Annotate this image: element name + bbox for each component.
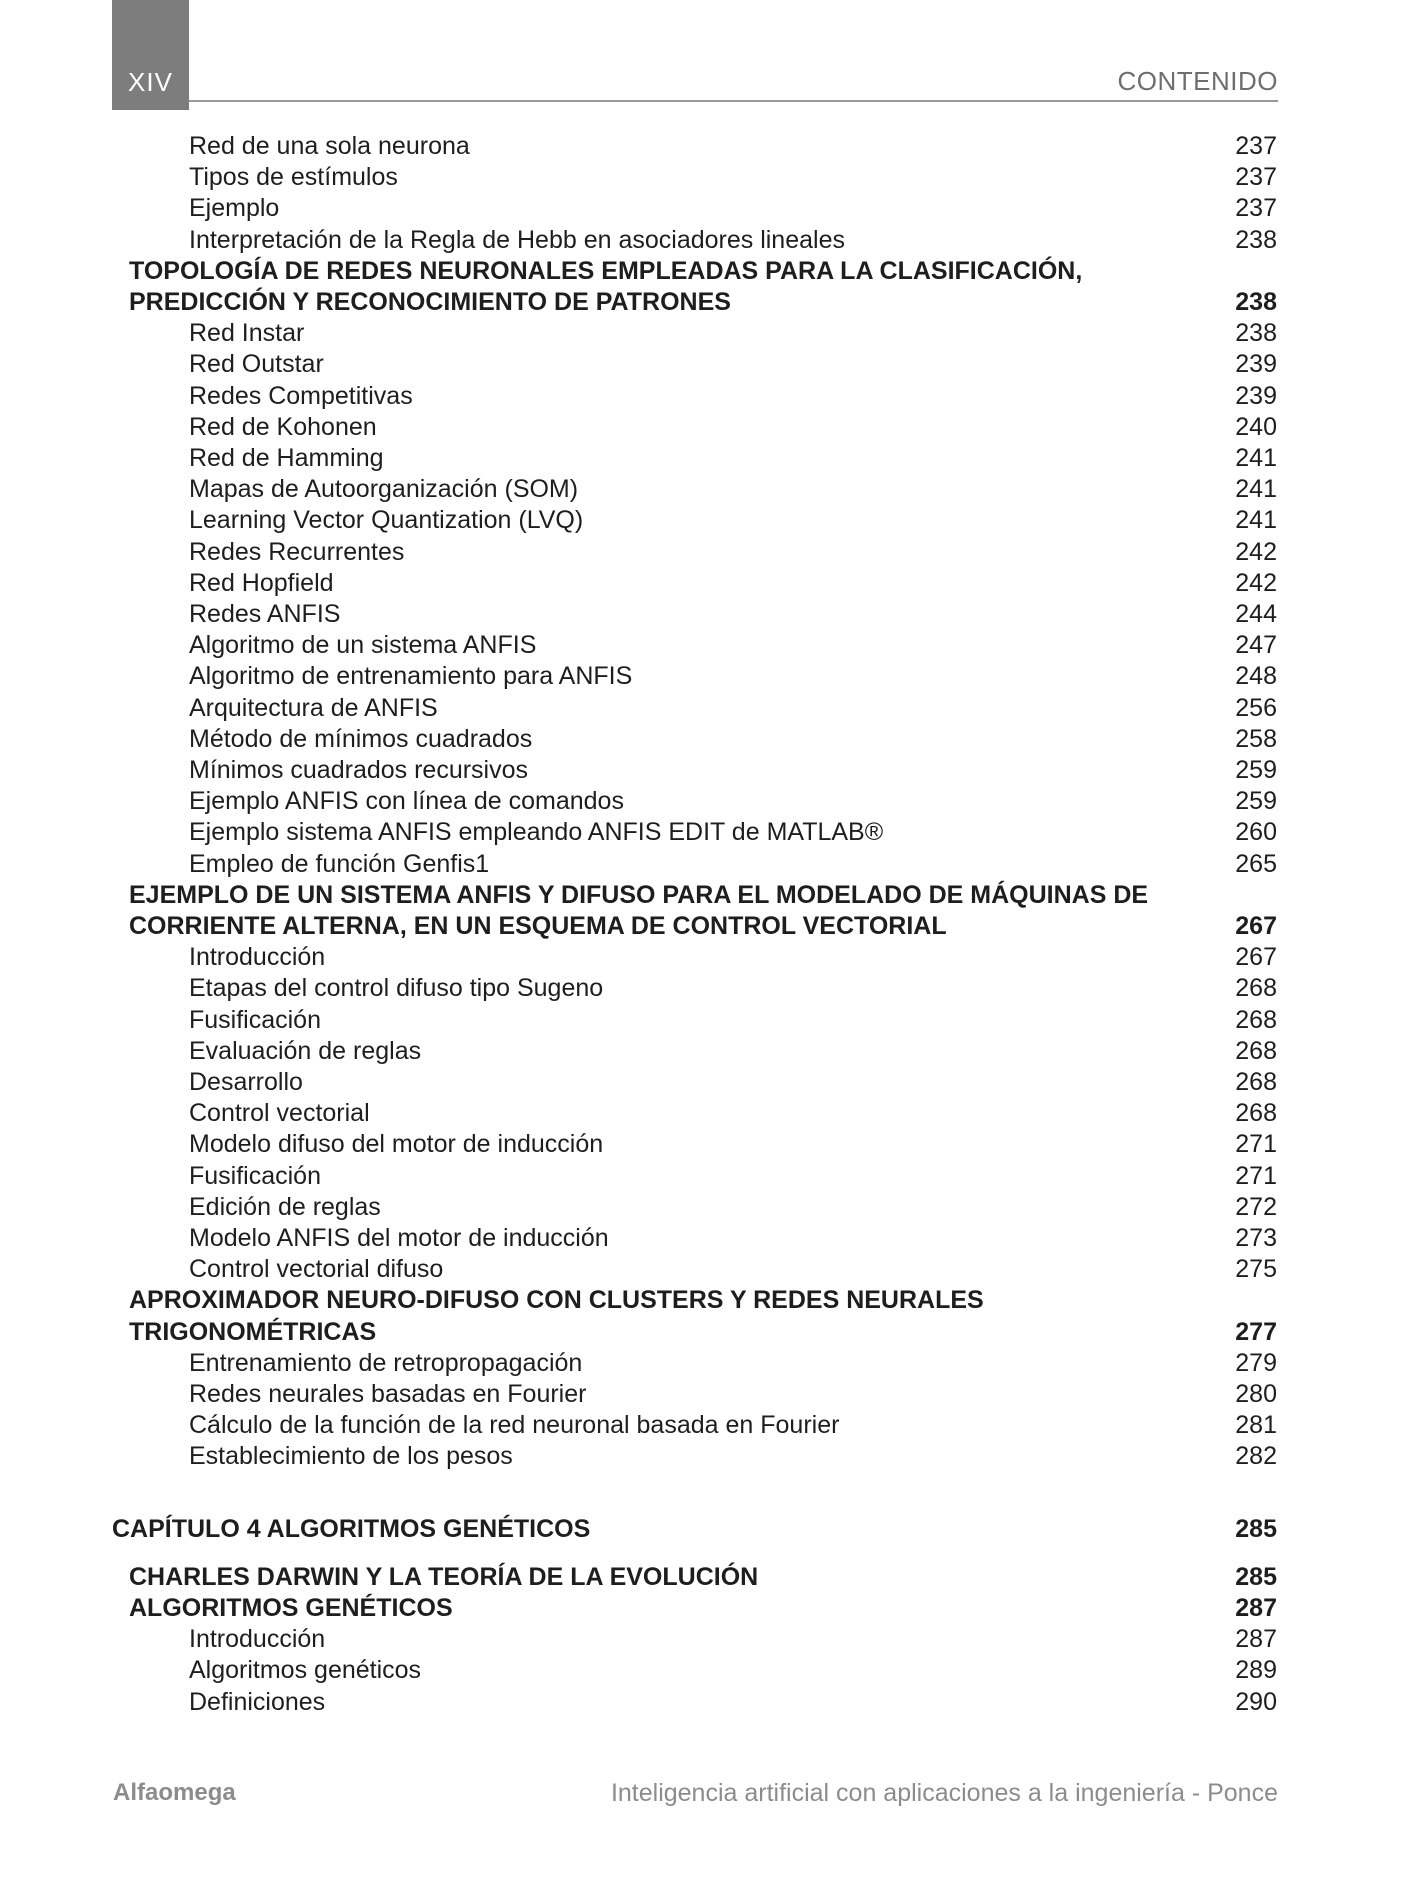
entry-title: Ejemplo <box>189 194 280 223</box>
entry-title: Red Hopfield <box>189 568 334 597</box>
subsection-entry <box>0 1441 1408 1472</box>
entry-title: Método de mínimos cuadrados <box>189 724 533 753</box>
subsection-entry <box>0 1161 1408 1192</box>
entry-page-number: 267 <box>1235 943 1277 972</box>
entry-title: Redes neurales basadas en Fourier <box>189 1380 587 1408</box>
entry-title: Fusificación <box>189 1005 321 1034</box>
entry-page-number: 237 <box>1235 163 1277 192</box>
entry-page-number: 268 <box>1235 974 1277 1003</box>
entry-page-number: 268 <box>1235 1005 1277 1034</box>
entry-title: Redes Competitivas <box>189 381 413 410</box>
entry-title: TOPOLOGÍA DE REDES NEURONALES EMPLEADAS PARA LA CLASIFICACIÓN, <box>129 256 1083 285</box>
entry-title: Fusificación <box>189 1161 321 1190</box>
section-entry <box>0 256 1408 287</box>
subsection-entry <box>0 599 1408 630</box>
entry-title: Control vectorial difuso <box>189 1255 444 1284</box>
subsection-entry <box>0 505 1408 536</box>
entry-title: CORRIENTE ALTERNA, EN UN ESQUEMA DE CONTROL VECTORIAL <box>129 912 947 940</box>
entry-page-number: 237 <box>1235 194 1277 223</box>
entry-page-number: 238 <box>1235 288 1277 316</box>
subsection-entry <box>0 1687 1408 1718</box>
entry-page-number: 268 <box>1235 1068 1277 1096</box>
entry-page-number: 258 <box>1235 724 1277 753</box>
entry-title: Empleo de función Genfis1 <box>189 849 490 878</box>
entry-page-number: 242 <box>1235 537 1277 566</box>
entry-title: Redes ANFIS <box>189 600 341 628</box>
entry-page-number: 241 <box>1235 506 1277 535</box>
subsection-entry <box>0 349 1408 380</box>
entry-page-number: 272 <box>1235 1192 1277 1221</box>
entry-title: PREDICCIÓN Y RECONOCIMIENTO DE PATRONES <box>129 288 731 316</box>
subsection-entry <box>0 1348 1408 1379</box>
entry-page-number: 280 <box>1235 1380 1277 1408</box>
subsection-entry <box>0 1098 1408 1129</box>
entry-page-number: 281 <box>1235 1411 1277 1440</box>
section-entry <box>0 1593 1408 1624</box>
entry-page-number: 267 <box>1235 912 1277 940</box>
entry-title: EJEMPLO DE UN SISTEMA ANFIS Y DIFUSO PARA EL MODELADO DE MÁQUINAS DE <box>129 880 1149 909</box>
section-entry <box>0 287 1408 318</box>
entry-page-number: 265 <box>1235 849 1277 878</box>
entry-title: Modelo difuso del motor de inducción <box>189 1130 604 1159</box>
subsection-entry <box>0 131 1408 162</box>
chapter-entry <box>0 1514 1408 1545</box>
subsection-entry <box>0 381 1408 412</box>
entry-title: Red de Hamming <box>189 444 384 472</box>
entry-page-number: 289 <box>1235 1656 1277 1685</box>
entry-title: Red Outstar <box>189 350 324 379</box>
entry-title: Modelo ANFIS del motor de inducción <box>189 1224 609 1252</box>
entry-title: Definiciones <box>189 1687 326 1716</box>
entry-title: CHARLES DARWIN Y LA TEORÍA DE LA EVOLUCIÓN <box>129 1562 759 1591</box>
subsection-entry <box>0 786 1408 817</box>
entry-title: Red de una sola neurona <box>189 132 470 160</box>
entry-page-number: 256 <box>1235 693 1277 722</box>
footer-book-title: Inteligencia artificial con aplicaciones a la ingeniería - Ponce <box>610 1779 1278 1807</box>
entry-title: Algoritmos genéticos <box>189 1656 422 1685</box>
subsection-entry <box>0 1410 1408 1441</box>
entry-page-number: 282 <box>1235 1442 1277 1471</box>
entry-page-number: 273 <box>1235 1224 1277 1252</box>
subsection-entry <box>0 942 1408 973</box>
subsection-entry <box>0 724 1408 755</box>
entry-page-number: 277 <box>1235 1317 1277 1346</box>
entry-page-number: 259 <box>1235 756 1277 784</box>
page-number-tab <box>112 0 189 110</box>
entry-title: Ejemplo ANFIS con línea de comandos <box>189 787 624 816</box>
subsection-entry <box>0 630 1408 661</box>
subsection-entry <box>0 1379 1408 1410</box>
entry-title: Interpretación de la Regla de Hebb en asociadores lineales <box>189 225 845 254</box>
subsection-entry <box>0 568 1408 599</box>
subsection-entry <box>0 817 1408 848</box>
entry-title: Introducción <box>189 943 326 972</box>
entry-title: CAPÍTULO 4 ALGORITMOS GENÉTICOS <box>112 1514 591 1543</box>
entry-title: Algoritmo de entrenamiento para ANFIS <box>189 662 633 691</box>
entry-page-number: 241 <box>1235 475 1277 504</box>
entry-page-number: 260 <box>1235 818 1277 847</box>
subsection-entry <box>0 225 1408 256</box>
entry-page-number: 239 <box>1235 381 1277 410</box>
section-title: CONTENIDO <box>1117 66 1278 96</box>
entry-title: Evaluación de reglas <box>189 1036 422 1065</box>
subsection-entry <box>0 1655 1408 1686</box>
entry-page-number: 287 <box>1235 1594 1277 1622</box>
entry-page-number: 240 <box>1235 412 1277 441</box>
entry-page-number: 279 <box>1235 1348 1277 1377</box>
subsection-entry <box>0 474 1408 505</box>
entry-title: Red de Kohonen <box>189 412 377 441</box>
subsection-entry <box>0 1223 1408 1254</box>
entry-title: TRIGONOMÉTRICAS <box>129 1317 377 1346</box>
entry-title: Establecimiento de los pesos <box>189 1442 513 1471</box>
entry-page-number: 290 <box>1235 1687 1277 1716</box>
entry-page-number: 285 <box>1235 1514 1277 1543</box>
subsection-entry <box>0 1129 1408 1160</box>
header-rule <box>189 100 1278 102</box>
entry-page-number: 242 <box>1235 568 1277 597</box>
subsection-entry <box>0 973 1408 1004</box>
entry-title: Mapas de Autoorganización (SOM) <box>189 475 579 504</box>
entry-page-number: 247 <box>1235 631 1277 660</box>
subsection-entry <box>0 443 1408 474</box>
entry-page-number: 237 <box>1235 132 1277 160</box>
entry-title: APROXIMADOR NEURO-DIFUSO CON CLUSTERS Y REDES NEURALES <box>129 1286 984 1315</box>
subsection-entry <box>0 661 1408 692</box>
section-entry <box>0 911 1408 942</box>
section-entry <box>0 1285 1408 1316</box>
entry-page-number: 287 <box>1235 1625 1277 1654</box>
entry-title: Edición de reglas <box>189 1192 381 1221</box>
entry-title: Learning Vector Quantization (LVQ) <box>189 506 584 535</box>
entry-title: Cálculo de la función de la red neuronal basada en Fourier <box>189 1411 840 1440</box>
entry-title: Arquitectura de ANFIS <box>189 693 438 722</box>
subsection-entry <box>0 1005 1408 1036</box>
entry-title: Control vectorial <box>189 1099 370 1128</box>
entry-page-number: 248 <box>1235 662 1277 691</box>
entry-page-number: 238 <box>1235 319 1277 348</box>
entry-title: Introducción <box>189 1625 326 1654</box>
footer-publisher: Alfaomega <box>113 1779 236 1806</box>
subsection-entry <box>0 412 1408 443</box>
entry-title: Mínimos cuadrados recursivos <box>189 756 529 784</box>
entry-title: Entrenamiento de retropropagación <box>189 1348 583 1377</box>
entry-page-number: 241 <box>1235 444 1277 472</box>
entry-title: Tipos de estímulos <box>189 163 398 192</box>
page-number: XIV <box>128 67 173 97</box>
entry-page-number: 239 <box>1235 350 1277 379</box>
entry-title: Red Instar <box>189 319 305 348</box>
subsection-entry <box>0 1624 1408 1655</box>
subsection-entry <box>0 193 1408 224</box>
entry-page-number: 244 <box>1235 600 1277 628</box>
entry-page-number: 275 <box>1235 1255 1277 1284</box>
entry-title: Redes Recurrentes <box>189 537 405 566</box>
subsection-entry <box>0 537 1408 568</box>
entry-page-number: 268 <box>1235 1036 1277 1065</box>
section-entry <box>0 1562 1408 1593</box>
subsection-entry <box>0 849 1408 880</box>
subsection-entry <box>0 693 1408 724</box>
entry-title: Desarrollo <box>189 1068 303 1096</box>
subsection-entry <box>0 755 1408 786</box>
entry-title: Algoritmo de un sistema ANFIS <box>189 631 537 660</box>
subsection-entry <box>0 1192 1408 1223</box>
entry-page-number: 238 <box>1235 225 1277 254</box>
subsection-entry <box>0 1254 1408 1285</box>
subsection-entry <box>0 1036 1408 1067</box>
entry-page-number: 285 <box>1235 1562 1277 1591</box>
entry-title: ALGORITMOS GENÉTICOS <box>129 1594 453 1622</box>
subsection-entry <box>0 318 1408 349</box>
entry-page-number: 271 <box>1235 1161 1277 1190</box>
section-entry <box>0 1317 1408 1348</box>
entry-page-number: 259 <box>1235 787 1277 816</box>
entry-title: Etapas del control difuso tipo Sugeno <box>189 974 604 1003</box>
section-entry <box>0 880 1408 911</box>
entry-page-number: 271 <box>1235 1130 1277 1159</box>
entry-page-number: 268 <box>1235 1099 1277 1128</box>
subsection-entry <box>0 162 1408 193</box>
entry-title: Ejemplo sistema ANFIS empleando ANFIS EDIT de MATLAB® <box>189 818 884 847</box>
subsection-entry <box>0 1067 1408 1098</box>
